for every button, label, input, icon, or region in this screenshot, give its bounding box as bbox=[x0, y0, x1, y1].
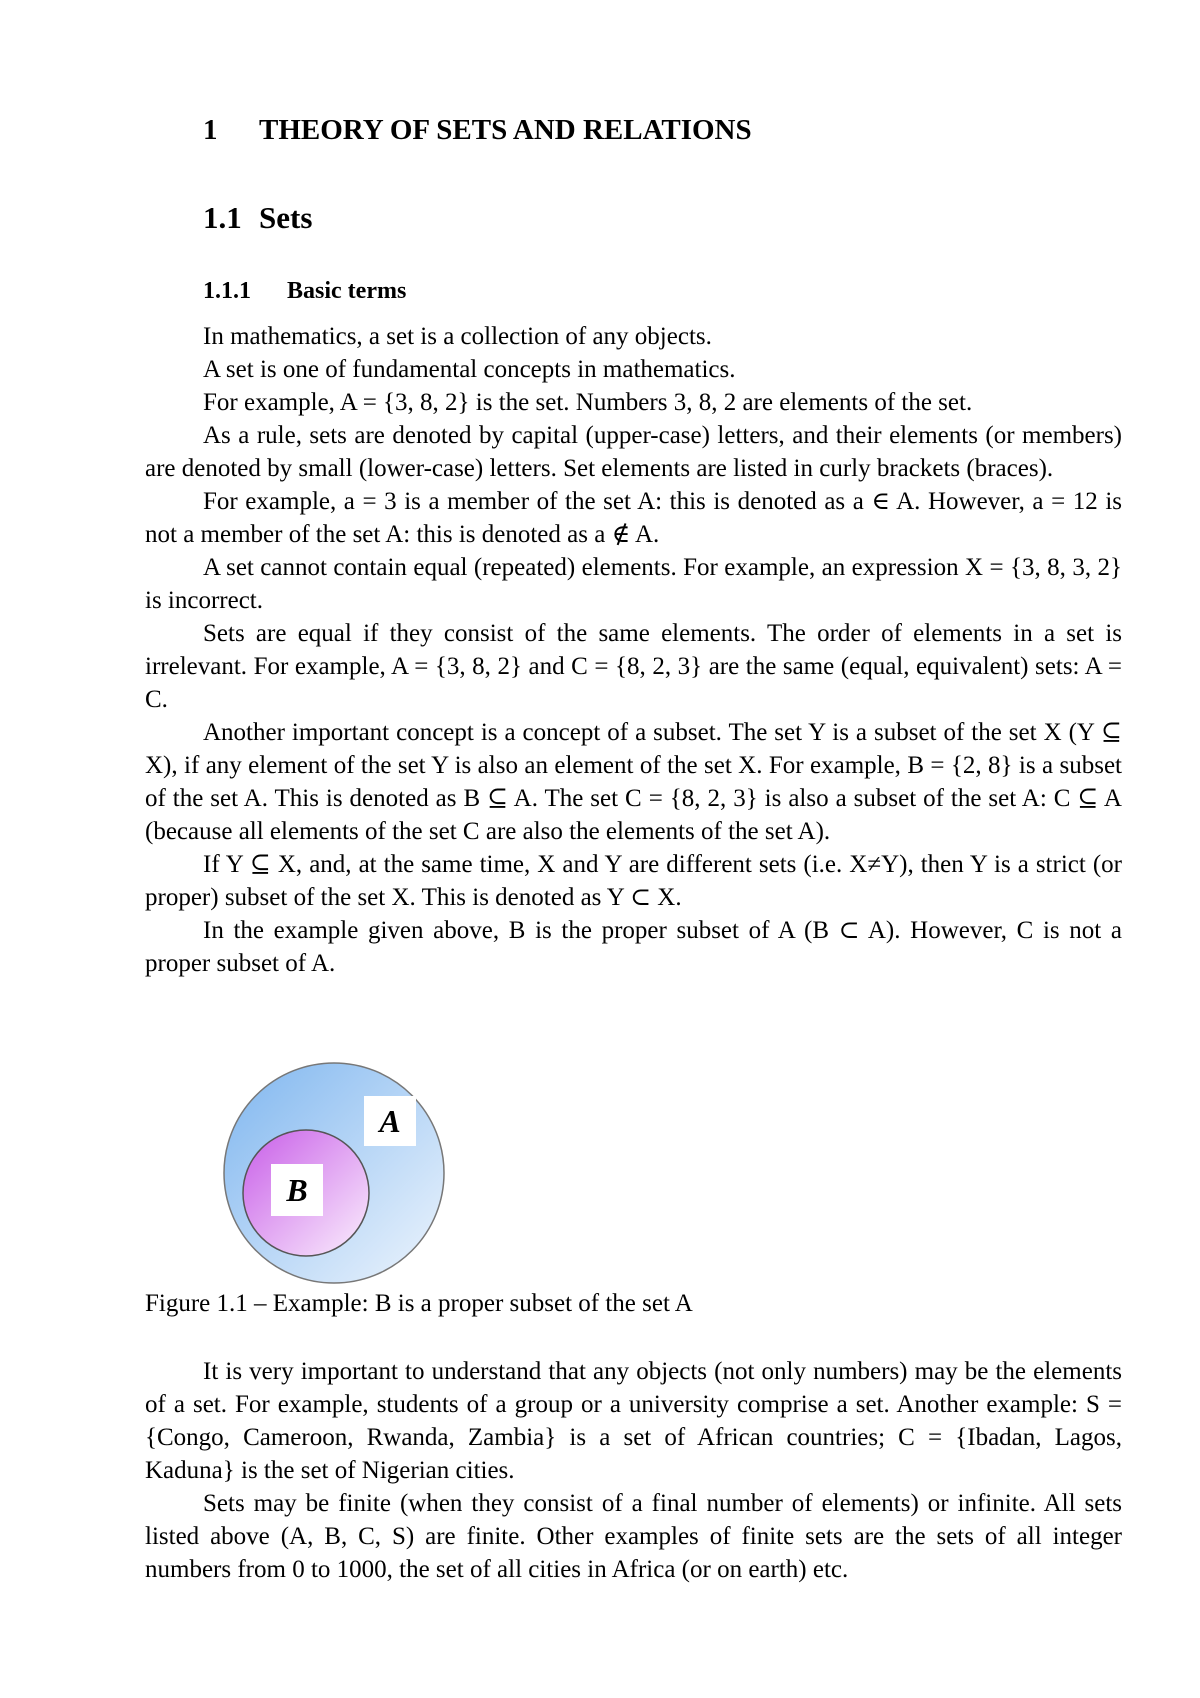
paragraph: A set cannot contain equal (repeated) elements. For example, an expression X = {3, 8, 3, 2} is incorrect. bbox=[145, 554, 1122, 614]
subsection-heading bbox=[203, 278, 406, 305]
set-b-label: B bbox=[286, 1172, 308, 1208]
paragraph: In mathematics, a set is a collection of any objects. bbox=[203, 323, 712, 350]
paragraph: Sets may be finite (when they consist of a final number of elements) or infinite. All sets listed above (A, B, C, S) are finite. Other examples of finite sets are the sets of all integer numbers from 0 to 1000, the set of all cities in Africa (or on earth) etc. bbox=[145, 1490, 1122, 1583]
venn-diagram bbox=[222, 1058, 452, 1286]
figure-caption: Figure 1.1 – Example: B is a proper subset of the set A bbox=[145, 1290, 693, 1317]
paragraph: A set is one of fundamental concepts in mathematics. bbox=[203, 356, 736, 383]
section-number: 1.1 bbox=[203, 200, 242, 235]
body-text bbox=[145, 320, 1122, 980]
paragraph: For example, a = 3 is a member of the set A: this is denoted as a ∈ A. However, a = 12 is not a member of the set A: this is denoted as a ∉ A. bbox=[145, 488, 1122, 548]
paragraph: In the example given above, B is the proper subset of A (B ⊂ A). However, C is not a proper subset of A. bbox=[145, 917, 1122, 977]
chapter-number: 1 bbox=[203, 114, 218, 146]
paragraph: For example, A = {3, 8, 2} is the set. Numbers 3, 8, 2 are elements of the set. bbox=[203, 389, 973, 416]
paragraph: If Y ⊆ X, and, at the same time, X and Y are different sets (i.e. X≠Y), then Y is a strict (or proper) subset of the set X. This is denoted as Y ⊂ X. bbox=[145, 851, 1122, 911]
section-heading bbox=[203, 200, 312, 236]
section-title: Sets bbox=[259, 200, 313, 235]
chapter-heading bbox=[203, 114, 752, 147]
paragraph: It is very important to understand that any objects (not only numbers) may be the elements of a set. For example, students of a group or a university comprise a set. Another example: S = {Congo, Cameroon, Rwanda, Zambia} is a set of African countries; C = {Ibadan, Lagos, Kaduna} is the set of Nigerian cities. bbox=[145, 1358, 1122, 1484]
paragraph: As a rule, sets are denoted by capital (upper-case) letters, and their elements (or members) are denoted by small (lower-case) letters. Set elements are listed in curly brackets (braces). bbox=[145, 422, 1122, 482]
subsection-title: Basic terms bbox=[287, 278, 407, 304]
subsection-number: 1.1.1 bbox=[203, 278, 251, 304]
body-text-continued bbox=[145, 1355, 1122, 1586]
chapter-title: THEORY OF SETS AND RELATIONS bbox=[259, 114, 752, 146]
paragraph: Sets are equal if they consist of the same elements. The order of elements in a set is irrelevant. For example, A = {3, 8, 2} and C = {8, 2, 3} are the same (equal, equivalent) sets: A = C. bbox=[145, 620, 1122, 713]
set-a-label: A bbox=[379, 1103, 401, 1139]
paragraph: Another important concept is a concept of a subset. The set Y is a subset of the set X (Y ⊆ X), if any element of the set Y is also an element of the set X. For example, B = {2, 8} is a subset of the set A. This is denoted as B ⊆ A. The set C = {8, 2, 3} is also a subset of the set A: C ⊆ A (because all elements of the set C are also the elements of the set A). bbox=[145, 719, 1122, 845]
